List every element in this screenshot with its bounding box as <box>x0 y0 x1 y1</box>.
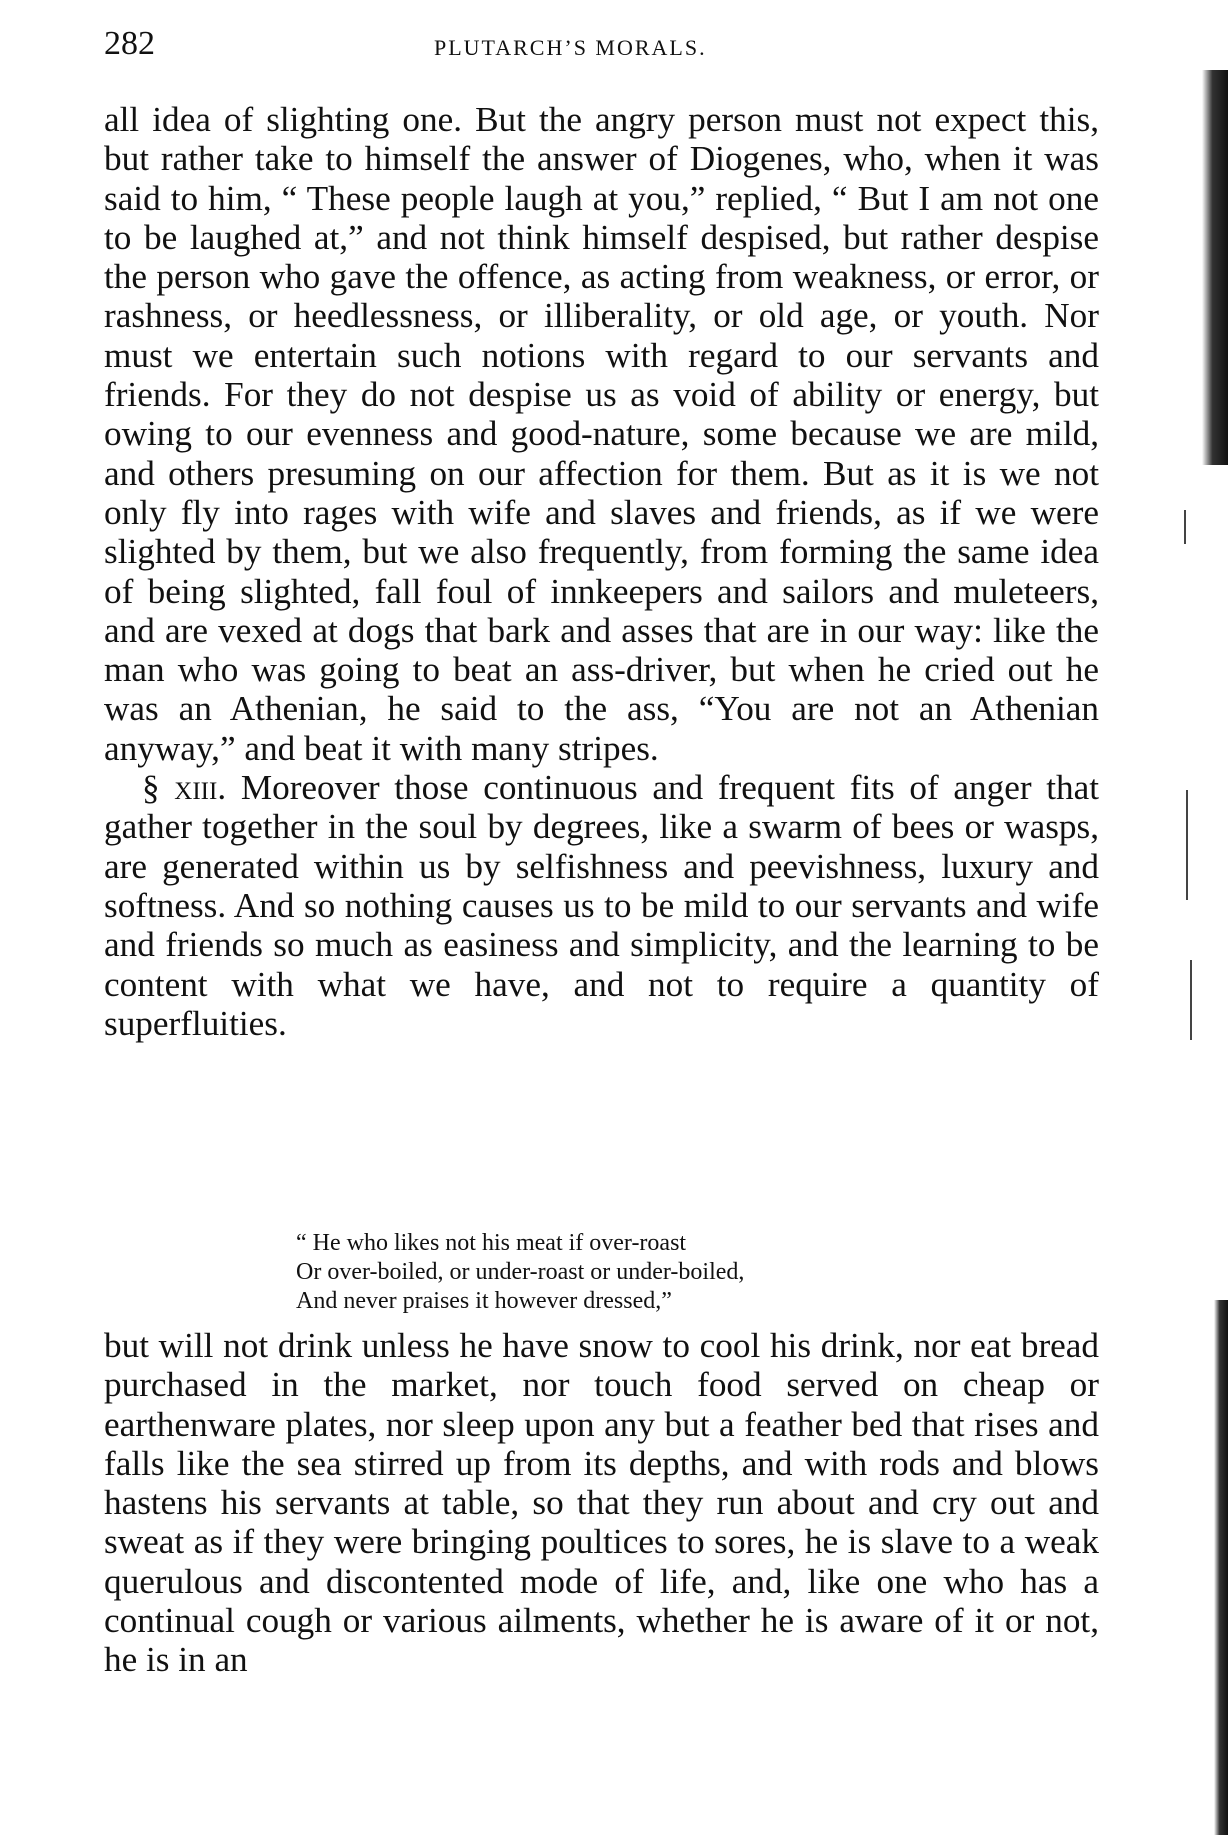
binding-edge-shadow-top <box>1202 70 1228 465</box>
paragraph-1: all idea of slighting one. But the angry person must not expect this, but rather take to himself the answer of Diogenes, who, when it was said to him, “ These people laugh at you,” replied, “ But I am not one to be laughed at,” and not think himself despised, but rather despise the person who gave the offence, as acting from weakness, or error, or rashness, or heedlessness, or illiberality, or old age, or youth. Nor must we entertain such notions with regard to our servants and friends. For they do not despise us as void of ability or energy, but owing to our evenness and good-nature, some because we are mild, and others presuming on our affection for them. But as it is we not only fly into rages with wife and slaves and friends, as if we were slighted by them, but we also frequently, from forming the same idea of being slighted, fall foul of innkeepers and sailors and muleteers, and are vexed at dogs that bark and asses that are in our way: like the man who was going to beat an ass-driver, but when he cried out he was an Athenian, he said to the ass, “You are not an Athenian anyway,” and beat it with many stripes. <box>104 100 1099 768</box>
verse-line-1: “ He who likes not his meat if over-roast <box>296 1230 687 1256</box>
body-text-lower <box>104 1326 1099 1680</box>
paragraph-2-text: Moreover those continuous and frequent fits of anger that gather together in the soul by degrees, like a swarm of bees or wasps, are generated within us by selfishness and peevishness, luxury and softness. And so nothing causes us to be mild to our servants and wife and friends so much as easiness and simplicity, and the learning to be content with what we have, and not to require a quantity of superfluities. <box>104 768 1100 1043</box>
verse-line-3: And never praises it however dressed,” <box>296 1288 672 1314</box>
binding-edge-shadow-bottom <box>1214 1300 1228 1835</box>
paragraph-3: but will not drink unless he have snow to cool his drink, nor eat bread purchased in the market, nor touch food served on cheap or earthenware plates, nor sleep upon any but a feather bed that rises and falls like the sea stirred up from its depths, and with rods and blows hastens his servants at table, so that they run about and cry out and sweat as if they were bringing poultices to sores, he is slave to a weak querulous and discontented mode of life, and, like one who has a continual cough or various ailments, whether he is aware of it or not, he is in an <box>104 1326 1099 1680</box>
page-number: 282 <box>104 25 155 62</box>
scan-mark <box>1186 790 1188 900</box>
paragraph-2 <box>104 768 1099 1043</box>
section-mark: § xiii. <box>142 768 227 808</box>
verse-quotation <box>296 1229 996 1316</box>
body-text-upper <box>104 100 1099 1043</box>
scan-mark <box>1190 960 1192 1040</box>
scan-mark <box>1184 510 1186 544</box>
verse-line-2: Or over-boiled, or under-roast or under-boiled, <box>296 1259 745 1285</box>
page-header <box>104 22 1099 72</box>
running-head: PLUTARCH’S MORALS. <box>434 35 707 60</box>
